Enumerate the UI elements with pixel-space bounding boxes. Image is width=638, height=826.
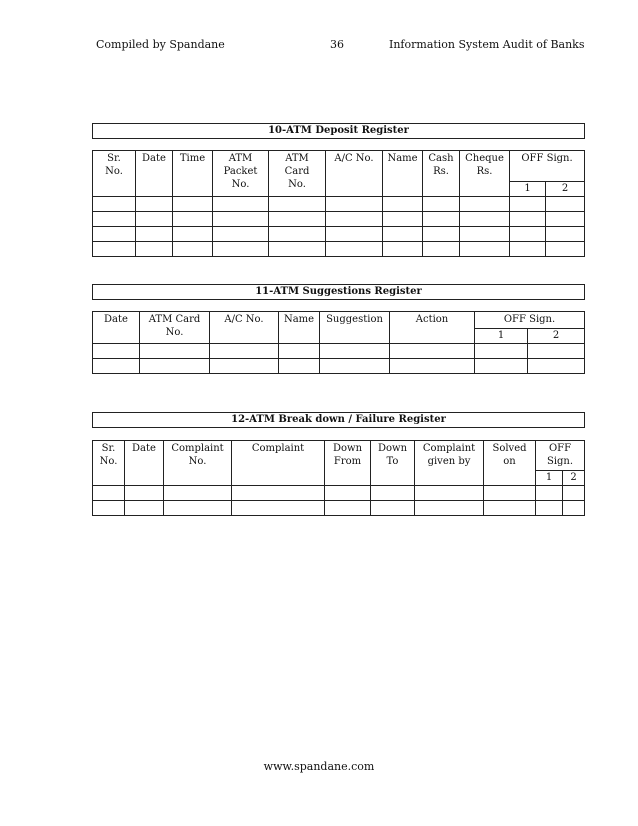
column-header-down-from: Down From <box>325 441 371 486</box>
column-header-name: Name <box>279 312 320 344</box>
off-sign-sub-1: 1 <box>536 471 563 486</box>
off-sign-sub-1: 1 <box>510 182 546 197</box>
column-header-down-to: Down To <box>371 441 415 486</box>
off-sign-sub-2: 2 <box>563 471 585 486</box>
register-12-title: 12-ATM Break down / Failure Register <box>92 412 585 428</box>
column-header-atm-card-no: ATM Card No. <box>140 312 210 344</box>
column-header-suggestion: Suggestion <box>320 312 390 344</box>
column-header-name: Name <box>383 151 423 197</box>
column-header-action: Action <box>390 312 475 344</box>
column-header-off-sign: OFF Sign. <box>510 151 585 182</box>
column-header-date: Date <box>125 441 164 486</box>
table-row <box>93 486 585 501</box>
table-row <box>93 212 585 227</box>
page-number: 36 <box>330 38 344 51</box>
column-header-solved-on: Solved on <box>484 441 536 486</box>
table-row <box>93 344 585 359</box>
off-sign-sub-2: 2 <box>546 182 585 197</box>
table-row <box>93 242 585 257</box>
column-header-sr-no: Sr. No. <box>93 151 136 197</box>
column-header-time: Time <box>173 151 213 197</box>
column-header-ac-no: A/C No. <box>210 312 279 344</box>
column-header-date: Date <box>93 312 140 344</box>
table-row <box>93 227 585 242</box>
column-header-sr-no: Sr. No. <box>93 441 125 486</box>
footer-url: www.spandane.com <box>263 760 375 773</box>
register-10-title: 10-ATM Deposit Register <box>92 123 585 139</box>
column-header-atm-card-no: ATM Card No. <box>269 151 326 197</box>
table-row <box>93 501 585 516</box>
register-11-table <box>92 311 585 374</box>
register-10-table <box>92 150 585 257</box>
header-right: Information System Audit of Banks <box>389 38 585 51</box>
column-header-ac-no: A/C No. <box>326 151 383 197</box>
column-header-off-sign: OFF Sign. <box>536 441 585 471</box>
column-header-complaint-given-by: Complaint given by <box>415 441 484 486</box>
column-header-atm-packet-no: ATM Packet No. <box>213 151 269 197</box>
column-header-complaint-no: Complaint No. <box>164 441 232 486</box>
column-header-off-sign: OFF Sign. <box>475 312 585 329</box>
register-12-table <box>92 440 585 516</box>
table-row <box>93 359 585 374</box>
header-left: Compiled by Spandane <box>96 38 225 51</box>
off-sign-sub-1: 1 <box>475 329 528 344</box>
column-header-cheque: Cheque Rs. <box>460 151 510 197</box>
register-11-title: 11-ATM Suggestions Register <box>92 284 585 300</box>
off-sign-sub-2: 2 <box>528 329 585 344</box>
table-row <box>93 197 585 212</box>
column-header-date: Date <box>136 151 173 197</box>
column-header-cash: Cash Rs. <box>423 151 460 197</box>
column-header-complaint: Complaint <box>232 441 325 486</box>
